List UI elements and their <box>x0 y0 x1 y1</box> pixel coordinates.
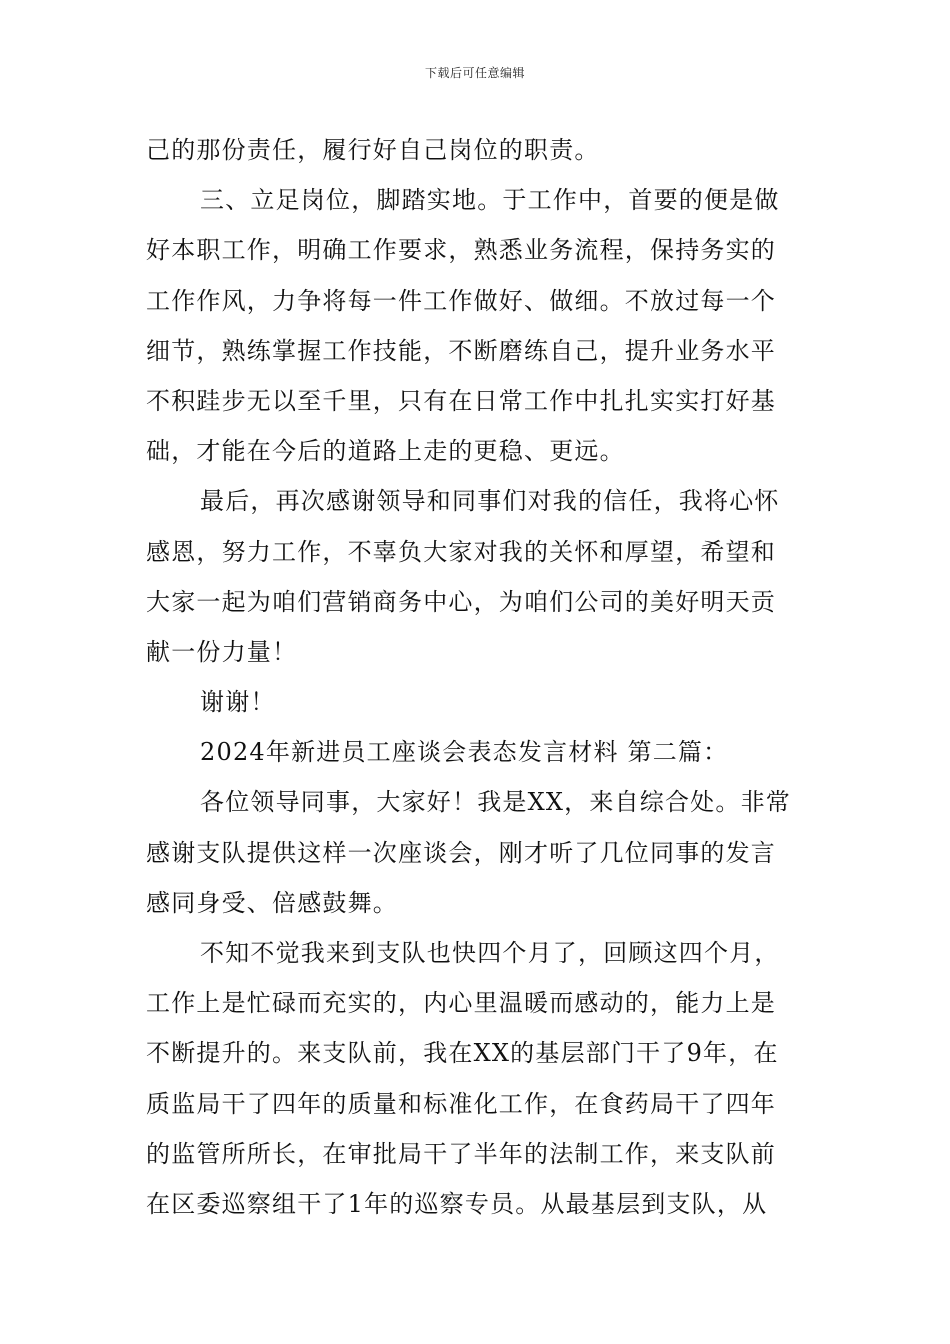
text-line: 不知不觉我来到支队也快四个月了，回顾这四个月， <box>200 939 780 967</box>
text-line: 在区委巡察组干了1年的巡察专员。从最基层到支队，从 <box>146 1189 768 1218</box>
section-heading: 2024年新进员工座谈会表态发言材料 第二篇： <box>200 738 729 767</box>
text-line: 己的那份责任，履行好自己岗位的职责。 <box>146 136 600 164</box>
text-line: 最后，再次感谢领导和同事们对我的信任，我将心怀 <box>200 487 780 516</box>
text-line: 献一份力量！ <box>146 637 298 666</box>
text-line: 的监管所所长，在审批局干了半年的法制工作，来支队前 <box>146 1139 776 1168</box>
text-line: 感谢支队提供这样一次座谈会，刚才听了几位同事的发言 <box>146 838 776 867</box>
text-line: 好本职工作，明确工作要求，熟悉业务流程，保持务实的 <box>146 236 776 265</box>
text-line: 础，才能在今后的道路上走的更稳、更远。 <box>146 437 625 466</box>
text-line: 质监局干了四年的质量和标准化工作，在食药局干了四年 <box>146 1089 776 1118</box>
text-line: 感恩，努力工作，不辜负大家对我的关怀和厚望，希望和 <box>146 537 776 566</box>
text-line: 感同身受、倍感鼓舞。 <box>146 888 398 917</box>
text-line: 工作作风，力争将每一件工作做好、做细。不放过每一个 <box>146 286 776 315</box>
text-line: 三、立足岗位，脚踏实地。于工作中，首要的便是做 <box>200 186 780 215</box>
text-line: 谢谢！ <box>200 688 276 717</box>
document-body <box>146 125 811 1229</box>
text-line: 大家一起为咱们营销商务中心，为咱们公司的美好明天贡 <box>146 587 776 616</box>
text-line: 工作上是忙碌而充实的，内心里温暖而感动的，能力上是 <box>146 989 776 1018</box>
page-header: 下载后可任意编辑 <box>424 66 525 80</box>
text-line: 不积跬步无以至千里，只有在日常工作中扎扎实实打好基 <box>146 386 776 415</box>
text-line: 细节，熟练掌握工作技能，不断磨练自己，提升业务水平 <box>146 336 776 365</box>
text-line: 各位领导同事，大家好！我是XX，来自综合处。非常 <box>200 788 791 817</box>
text-line: 不断提升的。来支队前，我在XX的基层部门干了9年，在 <box>146 1039 779 1068</box>
